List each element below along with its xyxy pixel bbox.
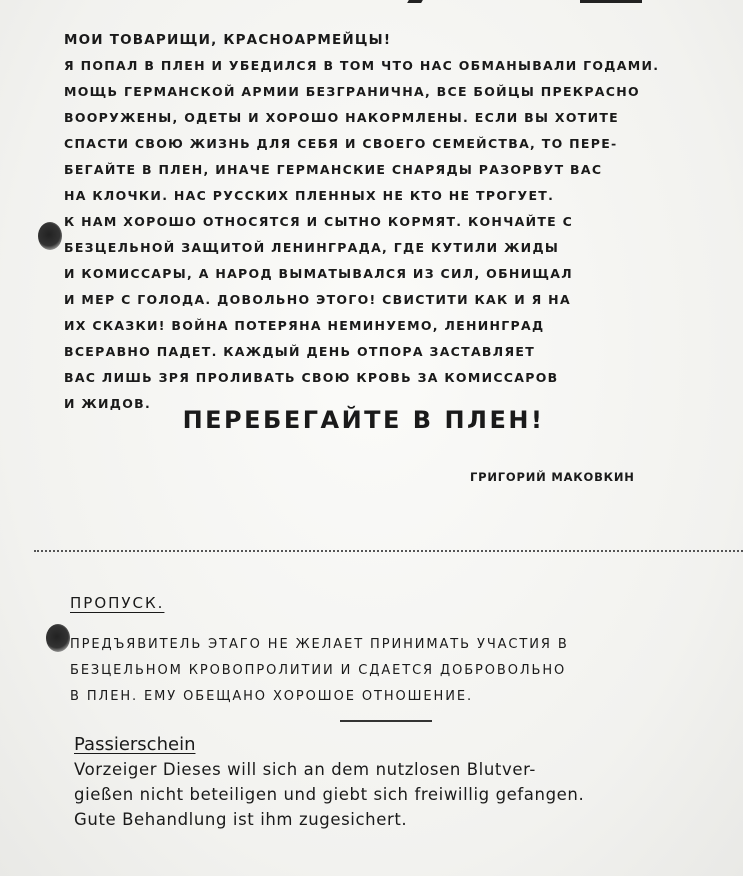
body-line: ВАС ЛИШЬ ЗРЯ ПРОЛИВАТЬ СВОЮ КРОВЬ ЗА КОМИССАРОВ: [64, 370, 559, 385]
body-line: МОЩЬ ГЕРМАНСКОЙ АРМИИ БЕЗГРАНИЧНА, ВСЕ БОЙЦЫ ПРЕКРАСНО: [64, 84, 640, 99]
body-line: НА КЛОЧКИ. НАС РУССКИХ ПЛЕННЫХ НЕ КТО НЕ ТРОГУЕТ.: [64, 188, 555, 203]
body-line: СПАСТИ СВОЮ ЖИЗНЬ ДЛЯ СЕБЯ И СВОЕГО СЕМЕЙСТВА, ТО ПЕРЕ-: [64, 136, 618, 151]
leaflet-body: [64, 53, 714, 417]
body-line: БЕЗЦЕЛЬНОЙ ЗАЩИТОЙ ЛЕНИНГРАДА, ГДЕ КУТИЛИ ЖИДЫ: [64, 240, 560, 255]
body-line: К НАМ ХОРОШО ОТНОСЯТСЯ И СЫТНО КОРМЯТ. КОНЧАЙТЕ С: [64, 214, 574, 229]
top-ink-mark: [407, 0, 423, 3]
greeting: МОИ ТОВАРИЩИ, КРАСНОАРМЕЙЦЫ!: [64, 32, 392, 48]
top-ink-bar: [580, 0, 642, 3]
body-line: ВООРУЖЕНЫ, ОДЕТЫ И ХОРОШО НАКОРМЛЕНЫ. ЕСЛИ ВЫ ХОТИТЕ: [64, 110, 620, 125]
body-line: ИХ СКАЗКИ! ВОЙНА ПОТЕРЯНА НЕМИНУЕМО, ЛЕНИНГРАД: [64, 318, 545, 333]
pass-line: ПРЕДЪЯВИТЕЛЬ ЭТАГО НЕ ЖЕЛАЕТ ПРИНИМАТЬ УЧАСТИЯ В: [70, 637, 569, 652]
passierschein-line: Gute Behandlung ist ihm zugesichert.: [74, 810, 408, 829]
pass-line: БЕЗЦЕЛЬНОМ КРОВОПРОЛИТИИ И СДАЕТСЯ ДОБРОВОЛЬНО: [70, 663, 567, 678]
body-line: ВСЕРАВНО ПАДЕТ. КАЖДЫЙ ДЕНЬ ОТПОРА ЗАСТАВЛЯЕТ: [64, 344, 536, 359]
divider: [340, 720, 432, 722]
passierschein-text: [74, 757, 734, 832]
passierschein-line: gießen nicht beteiligen und giebt sich freiwillig gefangen.: [74, 785, 585, 804]
body-line: Я ПОПАЛ В ПЛЕН И УБЕДИЛСЯ В ТОМ ЧТО НАС ОБМАНЫВАЛИ ГОДАМИ.: [64, 58, 660, 73]
punch-hole: [38, 222, 62, 250]
headline: ПЕРЕБЕГАЙТЕ В ПЛЕН!: [182, 406, 545, 434]
passierschein-line: Vorzeiger Dieses will sich an dem nutzlosen Blutver-: [74, 760, 536, 779]
pass-line: В ПЛЕН. ЕМУ ОБЕЩАНО ХОРОШОЕ ОТНОШЕНИЕ.: [70, 689, 473, 704]
body-line: БЕГАЙТЕ В ПЛЕН, ИНАЧЕ ГЕРМАНСКИЕ СНАРЯДЫ РАЗОРВУТ ВАС: [64, 162, 603, 177]
punch-hole: [46, 624, 70, 652]
body-line: И МЕР С ГОЛОДА. ДОВОЛЬНО ЭТОГО! СВИСТИТИ КАК И Я НА: [64, 292, 571, 307]
passierschein-title: Passierschein: [74, 734, 196, 755]
pass-text: [70, 632, 720, 710]
cut-line-divider: [34, 550, 743, 552]
body-line: И ЖИДОВ.: [64, 396, 152, 411]
signature: ГРИГОРИЙ МАКОВКИН: [470, 470, 635, 484]
pass-title: ПРОПУСК.: [70, 594, 165, 612]
body-line: И КОМИССАРЫ, А НАРОД ВЫМАТЫВАЛСЯ ИЗ СИЛ, ОБНИЩАЛ: [64, 266, 573, 281]
